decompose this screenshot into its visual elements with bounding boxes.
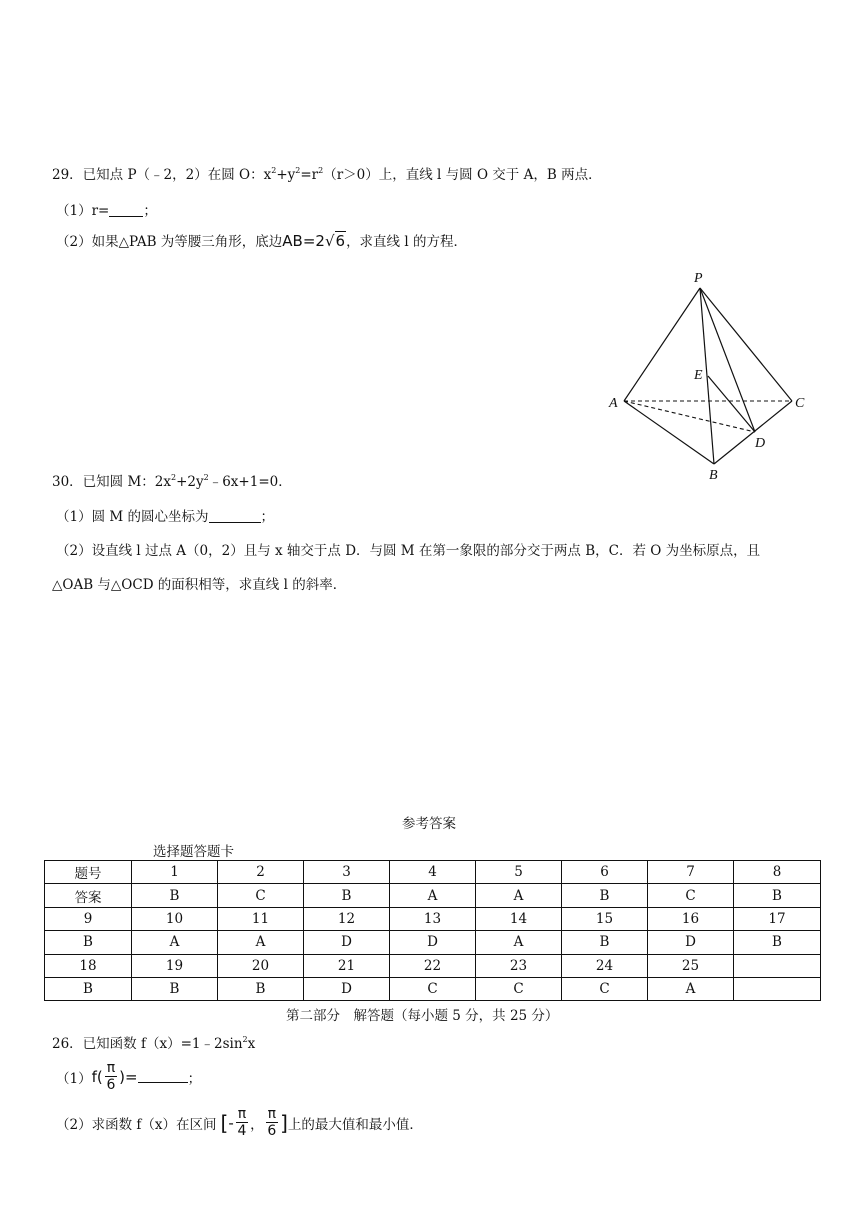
q30-part2-line1: （2）设直线 l 过点 A（0，2）且与 x 轴交于点 D．与圆 M 在第一象限的部分交于两点 B，C．若 O 为坐标原点，且 (56, 543, 761, 559)
table-cell: 4 (390, 861, 476, 884)
label-e: E (694, 368, 703, 383)
table-cell: 25 (648, 954, 734, 977)
q30-stem: 30．已知圆 M：$2x^2+2y^2﹣6x+1=0$． (52, 473, 292, 490)
table-cell: B (562, 884, 648, 907)
table-cell: B (132, 977, 218, 1000)
table-cell: A (476, 884, 562, 907)
table-cell: 11 (218, 907, 304, 930)
table-cell: C (390, 977, 476, 1000)
table-row (45, 977, 821, 1000)
table-cell: D (390, 931, 476, 954)
answer-blank (138, 1070, 188, 1083)
q30-part2-line2: △OAB 与△OCD 的面积相等，求直线 l 的斜率． (52, 577, 347, 593)
table-cell: B (45, 931, 132, 954)
table-cell: C (476, 977, 562, 1000)
table-row (45, 907, 821, 930)
table-cell: 6 (562, 861, 648, 884)
table-cell: 2 (218, 861, 304, 884)
table-cell: 18 (45, 954, 132, 977)
q26-part1: （1） f( $\frac{\pi}{6}$ )= ； (56, 1060, 202, 1093)
table-cell: D (648, 931, 734, 954)
answer-card-title: 选择题答题卡 (153, 844, 234, 860)
table-cell: 16 (648, 907, 734, 930)
fraction-pi-over-4: $\frac{\pi}{4}$ (237, 1106, 247, 1139)
table-cell: B (304, 884, 390, 907)
table-row (45, 861, 821, 884)
table-cell: 22 (390, 954, 476, 977)
table-cell: B (45, 977, 132, 1000)
table-cell: 15 (562, 907, 648, 930)
table-cell: A (476, 931, 562, 954)
table-cell: 23 (476, 954, 562, 977)
answer-table (44, 860, 821, 1001)
edge-pa (624, 288, 700, 401)
q30-part1: （1）圆 M 的圆心坐标为 ； (56, 509, 274, 525)
table-cell: C (648, 884, 734, 907)
table-cell: 20 (218, 954, 304, 977)
answer-blank (209, 510, 261, 523)
table-cell: B (218, 977, 304, 1000)
table-cell: 7 (648, 861, 734, 884)
edge-pc (700, 288, 792, 401)
table-cell: A (132, 931, 218, 954)
table-cell: B (734, 884, 821, 907)
table-row (45, 884, 821, 907)
label-a: A (609, 396, 618, 411)
label-c: C (795, 396, 805, 411)
table-cell: B (734, 931, 821, 954)
edge-bc (714, 401, 792, 464)
table-cell: 1 (132, 861, 218, 884)
table-cell: A (218, 931, 304, 954)
pyramid-figure (600, 262, 820, 487)
table-cell: 9 (45, 907, 132, 930)
label-b: B (709, 468, 718, 483)
table-cell: 14 (476, 907, 562, 930)
table-cell: 8 (734, 861, 821, 884)
table-cell: 17 (734, 907, 821, 930)
fraction-pi-over-6: $\frac{\pi}{6}$ (106, 1060, 116, 1093)
table-cell: D (304, 977, 390, 1000)
table-cell: C (218, 884, 304, 907)
table-cell: 3 (304, 861, 390, 884)
table-cell: 12 (304, 907, 390, 930)
edge-pd (700, 288, 755, 432)
table-cell: A (648, 977, 734, 1000)
edge-ab (624, 401, 714, 464)
q29-part2: （2）如果△PAB 为等腰三角形，底边AB=2√6，求直线 l 的方程． (56, 232, 467, 250)
table-cell: 13 (390, 907, 476, 930)
label-p: P (694, 271, 703, 286)
table-cell: B (562, 931, 648, 954)
table-cell: 21 (304, 954, 390, 977)
fraction-pi-over-6: $\frac{\pi}{6}$ (267, 1106, 277, 1139)
table-cell (734, 954, 821, 977)
q26-stem: 26．已知函数 $f(x)=1﹣2\sin^2x$ (52, 1035, 256, 1052)
table-cell: D (304, 931, 390, 954)
table-cell: B (132, 884, 218, 907)
table-cell: 19 (132, 954, 218, 977)
table-row (45, 931, 821, 954)
table-cell: A (390, 884, 476, 907)
answer-blank (109, 204, 143, 217)
table-row (45, 954, 821, 977)
label-d: D (755, 436, 766, 451)
part2-heading: 第二部分 解答题（每小题 5 分，共 25 分） (286, 1008, 559, 1024)
q29-part1: （1）r= ； (56, 203, 157, 219)
table-cell: 答案 (45, 884, 132, 907)
table-cell (734, 977, 821, 1000)
table-cell: 24 (562, 954, 648, 977)
q26-part2: （2）求函数 f（x）在区间 [ - $\frac{\pi}{4}$ ， $\frac{\pi}{6}$ ] 上的最大值和最小值． (56, 1106, 423, 1139)
table-cell: 10 (132, 907, 218, 930)
answers-title: 参考答案 (402, 816, 456, 832)
q29-stem: 29．已知点 P（﹣2，2）在圆 O：$x^2+y^2=r^2(r>0)$上，直线 l 与圆 O 交于 A，B 两点． (52, 166, 602, 183)
table-cell: 5 (476, 861, 562, 884)
hidden-edge-ad (624, 401, 755, 432)
math-ab-expression: AB=2√6 (282, 232, 346, 250)
table-cell: 题号 (45, 861, 132, 884)
segment-ed (708, 376, 755, 432)
table-cell: C (562, 977, 648, 1000)
